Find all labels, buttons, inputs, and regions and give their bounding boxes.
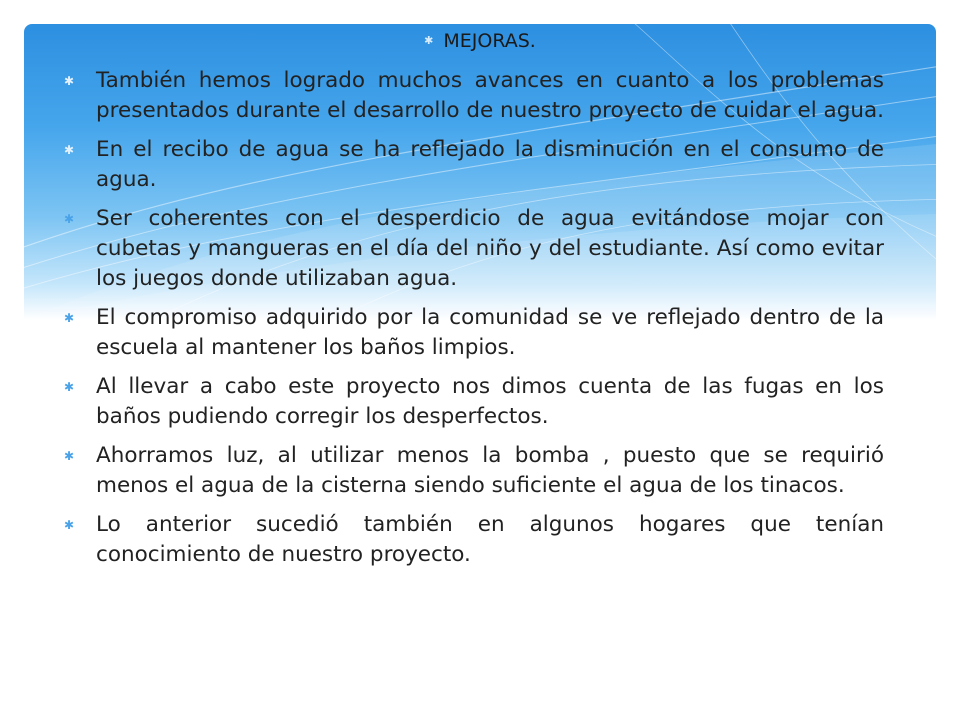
asterisk-bullet-icon: ✱ [64, 380, 75, 394]
bullet-text: En el recibo de agua se ha reflejado la disminución en el consumo de agua. [96, 137, 884, 192]
bullet-text: Lo anterior sucedió también en algunos hogares que tenían conocimiento de nuestro proyecto. [96, 512, 884, 567]
bullet-item [62, 135, 884, 195]
bullet-text: Al llevar a cabo este proyecto nos dimos cuenta de las fugas en los baños pudiendo corregir los desperfectos. [96, 374, 884, 429]
asterisk-bullet-icon: ✱ [64, 518, 75, 532]
bullet-item [62, 204, 884, 294]
bullet-list [62, 66, 884, 579]
bullet-text: Ser coherentes con el desperdicio de agua evitándose mojar con cubetas y mangueras en el día del niño y del estudiante. Así como evitar los juegos donde utilizaban agua. [96, 206, 884, 291]
asterisk-bullet-icon: ✱ [424, 34, 434, 47]
asterisk-bullet-icon: ✱ [64, 311, 75, 325]
bullet-item [62, 510, 884, 570]
slide-title-row [0, 28, 960, 54]
asterisk-bullet-icon: ✱ [64, 74, 75, 88]
bullet-text: También hemos logrado muchos avances en cuanto a los problemas presentados durante el desarrollo de nuestro proyecto de cuidar el agua. [96, 68, 885, 123]
bullet-text: Ahorramos luz, al utilizar menos la bomba , puesto que se requirió menos el agua de la cisterna siendo suficiente el agua de los tinacos. [96, 443, 884, 498]
bullet-item [62, 66, 884, 126]
asterisk-bullet-icon: ✱ [64, 449, 75, 463]
bullet-item [62, 303, 884, 363]
bullet-item [62, 441, 884, 501]
slide-title: MEJORAS. [443, 30, 536, 52]
bullet-text: El compromiso adquirido por la comunidad se ve reflejado dentro de la escuela al mantener los baños limpios. [96, 305, 884, 360]
bullet-item [62, 372, 884, 432]
asterisk-bullet-icon: ✱ [64, 143, 75, 157]
asterisk-bullet-icon: ✱ [64, 212, 75, 226]
